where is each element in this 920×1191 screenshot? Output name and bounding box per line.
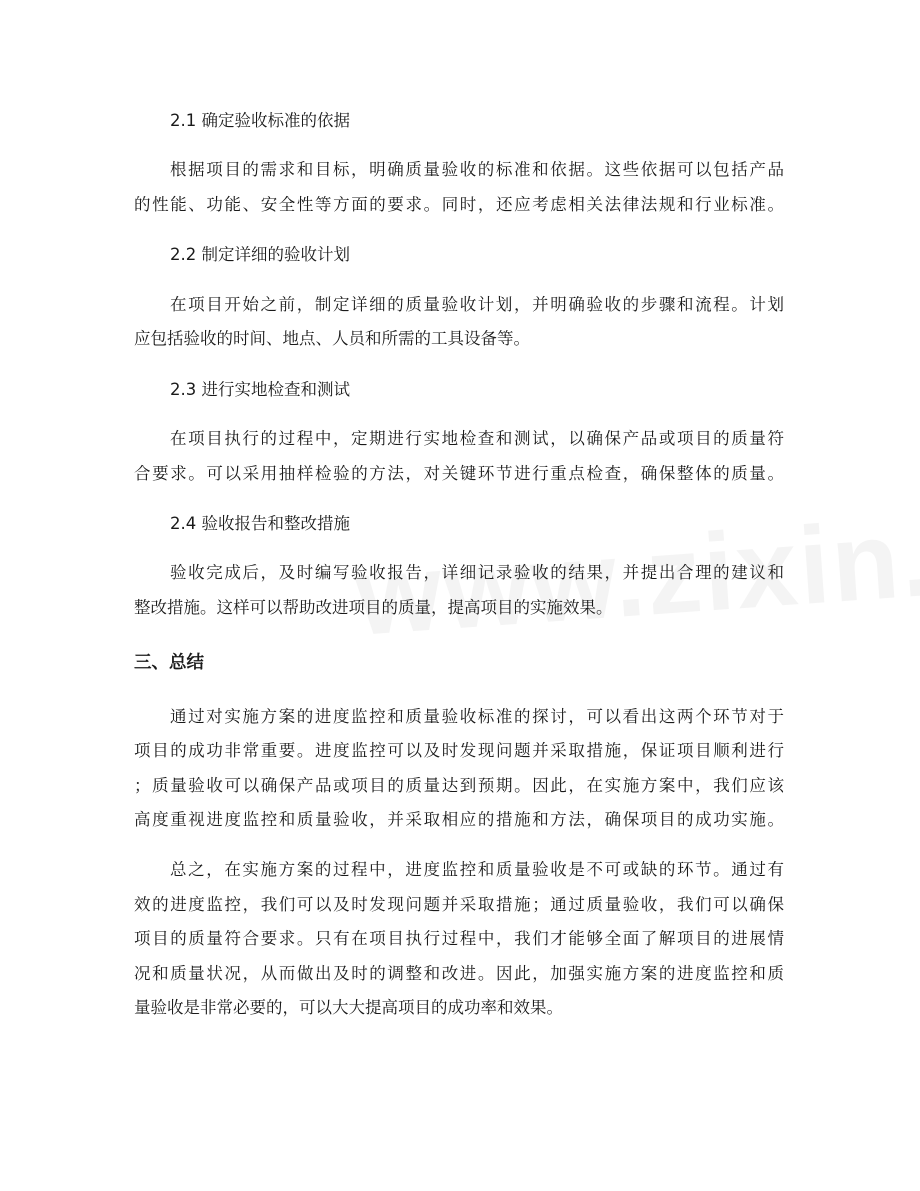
paragraph-line: 高度重视进度监控和质量验收，并采取相应的措施和方法，确保项目的成功实施。	[134, 810, 784, 829]
section-heading-2-4: 2.4 验收报告和整改措施	[170, 514, 350, 533]
paragraph-line: ；质量验收可以确保产品或项目的质量达到预期。因此，在实施方案中，我们应该	[134, 776, 784, 795]
paragraph-line: 在项目执行的过程中，定期进行实地检查和测试，以确保产品或项目的质量符	[170, 429, 784, 448]
paragraph-line: 整改措施。这样可以帮助改进项目的质量，提高项目的实施效果。	[134, 598, 613, 617]
paragraph-line: 项目的成功非常重要。进度监控可以及时发现问题并采取措施，保证项目顺利进行	[134, 741, 784, 760]
paragraph-line: 通过对实施方案的进度监控和质量验收标准的探讨，可以看出这两个环节对于	[170, 707, 784, 726]
paragraph-line: 验收完成后，及时编写验收报告，详细记录验收的结果，并提出合理的建议和	[170, 563, 784, 582]
paragraph-line: 根据项目的需求和目标，明确质量验收的标准和依据。这些依据可以包括产品	[170, 160, 784, 179]
paragraph-line: 项目的质量符合要求。只有在项目执行过程中，我们才能够全面了解项目的进展情	[134, 929, 784, 948]
paragraph-line: 在项目开始之前，制定详细的质量验收计划，并明确验收的步骤和流程。计划	[170, 295, 784, 314]
summary-heading: 三、总结	[134, 653, 204, 673]
paragraph-line: 效的进度监控，我们可以及时发现问题并采取措施；通过质量验收，我们可以确保	[134, 895, 784, 914]
section-heading-2-1: 2.1 确定验收标准的依据	[170, 111, 350, 130]
paragraph-line: 总之，在实施方案的过程中，进度监控和质量验收是不可或缺的环节。通过有	[170, 860, 784, 879]
paragraph-line: 的性能、功能、安全性等方面的要求。同时，还应考虑相关法律法规和行业标准。	[134, 195, 784, 214]
section-heading-2-3: 2.3 进行实地检查和测试	[170, 380, 350, 399]
section-heading-2-2: 2.2 制定详细的验收计划	[170, 245, 350, 264]
paragraph-line: 量验收是非常必要的，可以大大提高项目的成功率和效果。	[134, 998, 563, 1017]
paragraph-line: 况和质量状况，从而做出及时的调整和改进。因此，加强实施方案的进度监控和质	[134, 964, 784, 983]
paragraph-line: 合要求。可以采用抽样检验的方法，对关键环节进行重点检查，确保整体的质量。	[134, 464, 784, 483]
paragraph-line: 应包括验收的时间、地点、人员和所需的工具设备等。	[134, 329, 530, 348]
